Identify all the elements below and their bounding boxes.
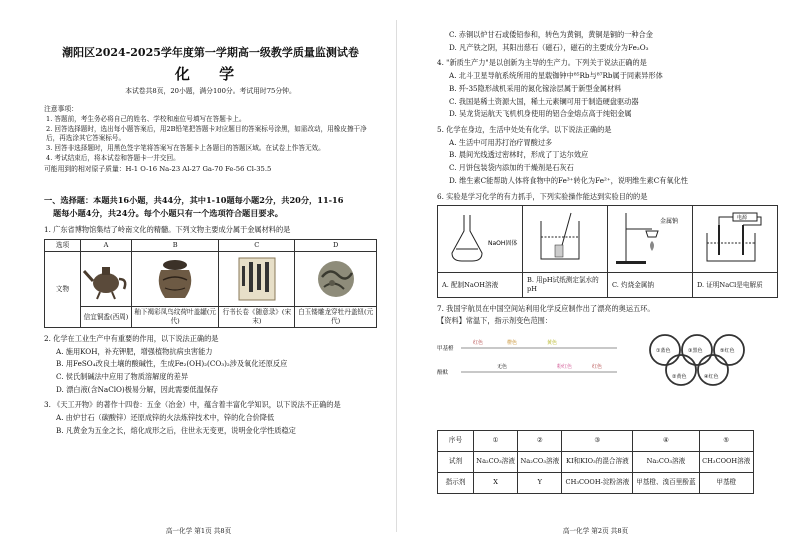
question-6 <box>437 191 763 299</box>
question-3 <box>44 400 377 435</box>
table-header-cell: ⑤ <box>699 430 753 451</box>
option-c: C. 赤铜以炉甘石或倭铅参和，转色为黄铜，黄铜是铜的一种合金 <box>449 30 653 39</box>
jade-carving-image <box>296 253 375 305</box>
page-footer: 高一化学 第2页 共8页 <box>562 527 629 536</box>
option-a: A. 由炉甘石（碳酸锌）还原成锌的火法炼锌技术中，锌的化合价降低 <box>56 413 275 423</box>
option-d: D. 吴龙货运航天飞机机身使用的铝合金熔点高于纯铝金属 <box>449 109 632 119</box>
question-stem: 3. 《天工开物》的著作十四卷：五金（冶金）中，蕴含着丰富化学知识，以下说法不正确的是 <box>44 400 341 410</box>
subject-title: 化 学 <box>174 64 247 83</box>
question-stem: 5. 化学在身边，生活中处处有化学。以下说法正确的是 <box>437 125 612 135</box>
question-stem: 1. 广东省博物馆集结了岭南文化的精髓。下列文物主要成分属于金属材料的是 <box>44 225 291 235</box>
artifact-caption: 行书长卷《随意录》(宋末) <box>219 307 295 328</box>
question-stem: 2. 化学在工业生产中有重要的作用，以下说法正确的是 <box>44 333 219 343</box>
burning-sodium-figure <box>612 209 688 269</box>
row-label: 文物 <box>45 252 81 328</box>
table-cell: KI和KIO₃的混合溶液 <box>562 451 633 472</box>
row-label: 指示剂 <box>438 472 474 493</box>
table-header-cell: 选项 <box>45 240 81 252</box>
color-label: 粉红色 <box>557 363 573 370</box>
option-a: A. 生活中可用苏打治疗胃酸过多 <box>449 137 553 147</box>
ring-label: ②黄色 <box>672 373 687 380</box>
section-line: 一、选择题：本题共16小题，共44分，其中1-10题每小题2分，共20分，11-16 <box>44 195 344 206</box>
ring-label: ①蓝色 <box>656 347 671 354</box>
option-b: B. 歼-35隐形战机采用的氮化镓涂层属于新型金属材料 <box>449 83 622 93</box>
option-d: D. 维生素C能帮助人体将食物中的Fe³⁺转化为Fe²⁺，说明维生素C有氧化性 <box>449 175 688 185</box>
indicator-range-chart <box>437 330 637 390</box>
table-header-cell: ④ <box>633 430 699 451</box>
ring-label: ④红色 <box>704 373 719 380</box>
lidded-jar-image <box>133 253 217 305</box>
beaker-ph-figure <box>527 209 603 269</box>
ring-label: ③黑色 <box>688 347 703 354</box>
question-1 <box>44 225 377 327</box>
reference-figure <box>437 330 754 396</box>
table-header-cell: C <box>219 240 295 252</box>
row-label: 试剂 <box>438 451 474 472</box>
color-label: 红色 <box>592 363 603 370</box>
notice-heading: 注意事项： <box>44 105 78 114</box>
exam-info: 本试卷共8页，20小题，满分100分。考试用时75分钟。 <box>125 87 296 96</box>
electrolysis-figure <box>697 209 773 269</box>
reference-label: 【资料】常温下，指示剂变色范围： <box>437 315 553 325</box>
table-header-cell: ② <box>518 430 562 451</box>
option-a: A. 北斗卫星导航系统所用的星载铷钟中⁸⁵Rb与⁸⁷Rb属于同素异形体 <box>449 71 663 81</box>
figure-label: 金属钠 <box>660 218 679 226</box>
table-header-cell: A <box>81 240 132 252</box>
option-b: B. 用FeSO₄改良土壤的酸碱性，生成Fe₂(OH)₂(CO₃)₂涉及氧化还原反应 <box>56 359 288 369</box>
question-5 <box>437 125 754 186</box>
option-b: B. 晨间光线透过密林时，形成了丁达尔效应 <box>449 150 589 160</box>
table-cell: X <box>474 472 518 493</box>
notice-item: 2. 回答选择题时，选出每小题答案后，用2B铅笔把答题卡对应题目的答案标号涂黑，如需改动，用橡皮擦干净后，再选涂其它答案标号。 <box>46 125 367 143</box>
table-header-cell: 序号 <box>438 430 474 451</box>
experiment-caption: D. 证明NaCl是电解质 <box>693 273 778 298</box>
exam-title: 潮阳区2024-2025学年度第一学期高一级教学质量监测试卷 <box>62 46 359 59</box>
table-header-cell: ① <box>474 430 518 451</box>
option-d: D. 漂白液(含NaClO)极易分解，因此需要低温保存 <box>56 384 219 394</box>
notice-item: 4. 考试结束后，将本试卷和答题卡一并交回。 <box>46 154 180 162</box>
atomic-masses: 可能用到的相对原子质量：H-1 O-16 Na-23 Al-27 Ga-70 Fe-56 Cl-35.5 <box>44 164 272 173</box>
experiment-caption: C. 灼烧金属钠 <box>608 273 693 298</box>
figure-label: NaOH固体 <box>488 240 518 248</box>
calligraphy-scroll-image <box>220 253 293 305</box>
section-line: 题每小题4分，共24分。每个小题只有一个选项符合题目要求。 <box>53 207 283 218</box>
figure-label: 电源 <box>737 215 748 222</box>
table-cell: CH₃COOH溶液 <box>699 451 753 472</box>
artifact-caption: 信宜铜盉(西周) <box>81 307 132 328</box>
experiment-caption: B. 用pH试纸测定氯水的pH <box>523 273 608 298</box>
question-7 <box>437 304 754 493</box>
indicator-name: 酚酞 <box>437 369 449 376</box>
color-label: 红色 <box>473 339 484 346</box>
bronze-teapot-image <box>82 253 130 305</box>
table-cell: Na₂CO₃溶液 <box>474 451 518 472</box>
olympic-rings-figure <box>645 330 755 392</box>
artifact-caption: 白玉镂雕龙穿牡丹盖钮(元代) <box>295 307 377 328</box>
color-label: 橙色 <box>507 339 518 346</box>
option-b: B. 凡黄金为五金之长，熔化成形之后，住世永无变更，说明金化学性质稳定 <box>56 425 296 435</box>
table-header-cell: D <box>295 240 377 252</box>
experiment-caption: A. 配制NaOH溶液 <box>438 273 523 298</box>
table-header-cell: B <box>132 240 219 252</box>
table-header-cell: ③ <box>562 430 633 451</box>
question-4 <box>437 58 754 119</box>
page-2 <box>397 0 794 550</box>
question-2 <box>44 334 377 395</box>
color-label: 无色 <box>497 363 508 370</box>
option-c: C. 月饼包装袋内添加的干燥剂是石灰石 <box>449 163 574 173</box>
option-c: C. 侯氏制碱法中应用了物质溶解度的差异 <box>56 372 189 382</box>
page-footer: 高一化学 第1页 共8页 <box>165 527 232 536</box>
table-cell: Na₂CO₃溶液 <box>633 451 699 472</box>
ring-label: ⑤红色 <box>720 347 735 354</box>
experiment-table <box>437 205 778 298</box>
reagent-table <box>437 430 754 494</box>
color-label: 黄色 <box>547 339 558 346</box>
notice-item: 3. 回答非选择题时，用黑色签字笔将答案写在答题卡上各题目的答题区域。在试卷上作答无效。 <box>46 144 325 153</box>
option-a: A. 施用KOH，补充钾肥，增强植物抗病虫害能力 <box>56 346 213 356</box>
table-cell: CH₃COOH-淀粉溶液 <box>562 472 633 493</box>
table-cell: 甲基橙、溴百里酚蓝 <box>633 472 699 493</box>
notice-block <box>44 105 377 174</box>
table-cell: 甲基橙 <box>699 472 753 493</box>
artifact-caption: 釉下褐彩凤鸟纹荷叶盖罐(元代) <box>132 307 219 328</box>
indicator-name: 甲基橙 <box>437 345 454 352</box>
question-stem: 4. "新质生产力"是以创新为主导的生产力。下列关于说法正确的是 <box>437 58 647 68</box>
option-d: D. 凡产铁之阴，其阳出慈石（磁石），磁石的主要成分为Fe₂O₃ <box>449 42 649 52</box>
section-heading <box>44 194 377 219</box>
question-stem: 6. 实验是学习化学的有力抓手，下列实验操作能达到实验目的的是 <box>437 191 648 201</box>
option-c: C. 我国是稀土资源大国，稀土元素镧可用于制造硬盘驱动器 <box>449 96 639 106</box>
table-cell: Y <box>518 472 562 493</box>
artifact-table <box>44 239 377 328</box>
volumetric-flask-figure <box>442 209 518 269</box>
notice-item: 1. 答题前，考生务必将自己的姓名、学校和座位号填写在答题卡上。 <box>46 115 246 124</box>
question-stem: 7. 我国宇航员在中国空间站利用化学反应制作出了漂亮的奥运五环。 <box>437 304 655 314</box>
table-cell: Na₂CO₃溶液 <box>518 451 562 472</box>
